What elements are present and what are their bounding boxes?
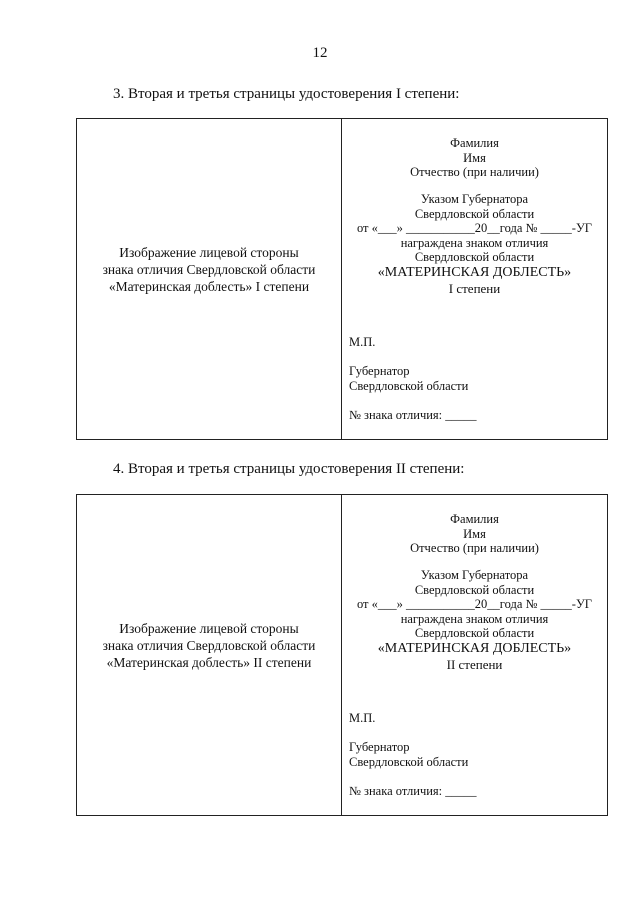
awarded-line: награждена знаком отличия — [400, 611, 549, 626]
decree-block — [342, 192, 607, 296]
surname-label: Фамилия — [450, 136, 499, 150]
section-heading-degree-2: 4. Вторая и третья страницы удостоверения II степени: — [113, 461, 465, 477]
governor-line: Свердловской области — [349, 379, 469, 393]
seal-place-label: М.П. — [349, 711, 376, 725]
decree-line: Указом Губернатора — [420, 568, 529, 582]
first-name-label: Имя — [463, 150, 486, 165]
badge-image-placeholder — [77, 495, 342, 815]
recipient-name-block — [342, 136, 607, 180]
first-name-label: Имя — [463, 526, 486, 541]
placeholder-line: «Материнская доблесть» II степени — [106, 654, 312, 670]
awarded-line: награждена знаком отличия — [400, 235, 549, 250]
decree-date-line: от «___» ___________20__года № _____-УГ — [356, 221, 593, 235]
decree-block — [342, 568, 607, 672]
awarded-line: Свердловской области — [414, 250, 535, 264]
badge-number-field: № знака отличия: _____ — [349, 408, 477, 422]
certificate-form-degree-1 — [76, 118, 608, 440]
badge-image-placeholder — [77, 119, 342, 439]
surname-label: Фамилия — [450, 512, 499, 526]
decree-line: Указом Губернатора — [420, 192, 529, 206]
award-title: «МАТЕРИНСКАЯ ДОБЛЕСТЬ» — [377, 640, 572, 656]
governor-signature-block — [349, 364, 468, 394]
award-degree: I степени — [448, 280, 501, 296]
recipient-name-block — [342, 512, 607, 556]
section-heading-degree-1: 3. Вторая и третья страницы удостоверения I степени: — [113, 86, 460, 102]
certificate-text-panel — [342, 119, 607, 439]
placeholder-line: знака отличия Свердловской области — [102, 637, 316, 653]
award-title: «МАТЕРИНСКАЯ ДОБЛЕСТЬ» — [377, 264, 572, 280]
patronymic-label: Отчество (при наличии) — [410, 165, 539, 179]
certificate-text-panel — [342, 495, 607, 815]
placeholder-line: знака отличия Свердловской области — [102, 261, 316, 277]
awarded-line: Свердловской области — [414, 626, 535, 640]
decree-line: Свердловской области — [414, 206, 535, 221]
governor-line: Свердловской области — [349, 755, 469, 769]
placeholder-line: Изображение лицевой стороны — [119, 620, 299, 636]
governor-signature-block — [349, 740, 468, 770]
page-number: 12 — [312, 45, 328, 61]
patronymic-label: Отчество (при наличии) — [410, 541, 539, 555]
decree-date-line: от «___» ___________20__года № _____-УГ — [356, 597, 593, 611]
seal-place-label: М.П. — [349, 335, 376, 349]
decree-line: Свердловской области — [414, 582, 535, 597]
placeholder-line: «Материнская доблесть» I степени — [108, 278, 310, 294]
certificate-form-degree-2 — [76, 494, 608, 816]
governor-line: Губернатор — [349, 740, 410, 754]
governor-line: Губернатор — [349, 364, 410, 378]
award-degree: II степени — [446, 656, 503, 672]
placeholder-line: Изображение лицевой стороны — [119, 244, 299, 260]
badge-number-field: № знака отличия: _____ — [349, 784, 477, 798]
